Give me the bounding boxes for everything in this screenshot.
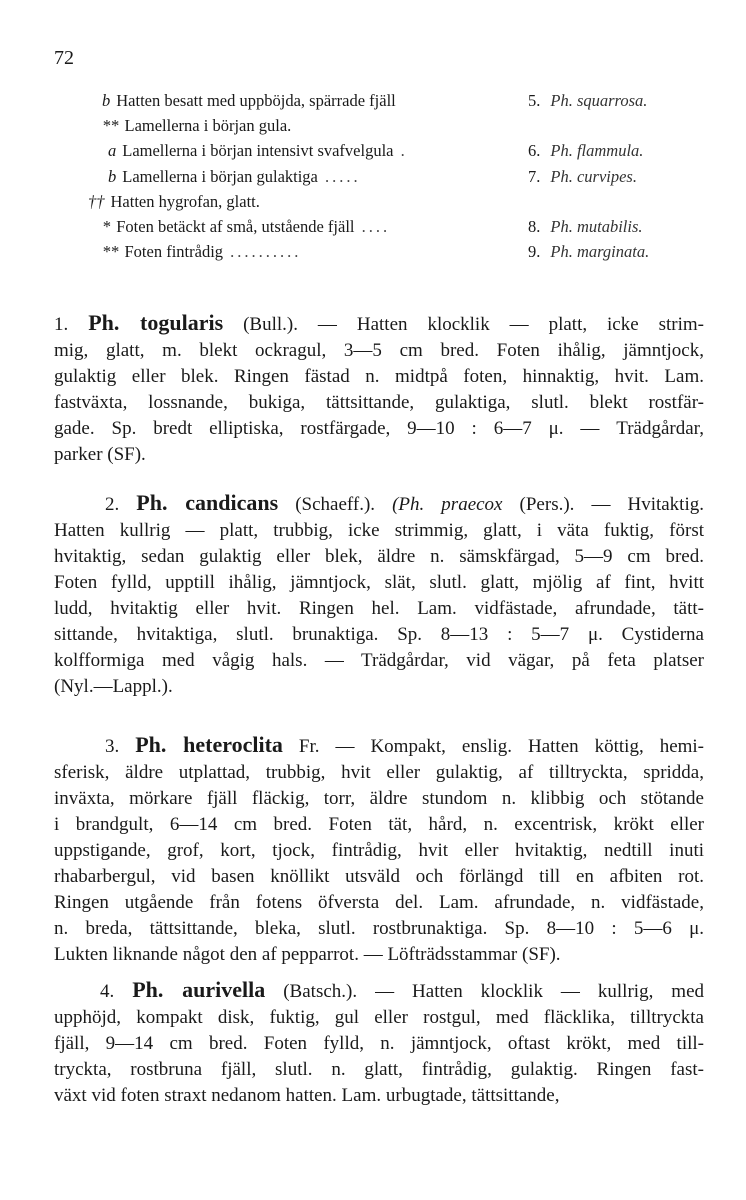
entry-line: [54, 622, 704, 648]
entry-text: uppstigande, grof, kort, tjock, fintrådig, hvit eller hvitaktig, nedtill inuti: [54, 840, 704, 861]
key-number: 6.: [528, 141, 541, 161]
entry-text: ludd, hvitaktig eller hvit. Ringen hel. Lam. vidfästade, afrundade, tätt-: [54, 598, 704, 619]
entry-text: 3.: [105, 736, 136, 757]
entry-line: [54, 490, 704, 518]
entry-text: Lukten liknande något den af pepparrot. — Löfträdsstammar (SF).: [54, 944, 561, 965]
species-entry: [54, 977, 704, 1109]
entry-text: i brandgult, 6—14 cm bred. Foten tät, hård, n. excentrisk, krökt eller: [54, 814, 704, 835]
key-number: 8.: [528, 217, 541, 236]
key-mark: a: [108, 141, 117, 161]
entry-line: [54, 364, 704, 390]
entry-line: [54, 1031, 704, 1057]
key-reference: [528, 239, 649, 265]
species-entry: [54, 310, 704, 468]
entry-line: [54, 544, 704, 570]
entry-line: [54, 596, 704, 622]
entry-text: Ringen utgående från fotens öfversta del. Lam. afrundade, n. vidfästade,: [54, 892, 704, 913]
key-text: Foten fintrådig: [124, 242, 224, 262]
key-reference: [528, 138, 643, 164]
entry-text: gade. Sp. bredt elliptiska, rostfärgade, 9—10 : 6—7 μ. — Trädgårdar,: [54, 418, 704, 439]
entry-text: mig, glatt, m. blekt ockragul, 3—5 cm bred. Foten ihålig, jämntjock,: [54, 340, 704, 361]
key-taxon: Ph. squarrosa.: [550, 91, 648, 110]
key-reference: [528, 88, 647, 114]
entry-line: [54, 786, 704, 812]
key-mark: b: [108, 166, 117, 186]
species-name: Ph. togularis: [88, 310, 224, 335]
key-leader-dots: ....: [354, 217, 391, 236]
key-mark: *: [102, 217, 111, 236]
key-reference: [528, 214, 643, 240]
key-mark: ††: [88, 191, 105, 211]
key-taxon: Ph. mutabilis.: [550, 217, 643, 236]
species-name: Ph. candicans: [136, 490, 279, 515]
entry-text: hvitaktig, sedan gulaktig eller blek, äldre n. sämskfärgad, 5—9 cm bred.: [54, 546, 704, 567]
key-leader-dots: .....: [317, 166, 361, 186]
key-leader-dots: ..........: [223, 242, 302, 262]
key-leader-dots: .: [393, 141, 408, 161]
entry-line: [54, 838, 704, 864]
key-mark: b: [102, 91, 111, 110]
entry-line: [54, 570, 704, 596]
entry-text: rhabarbergul, vid basen knöllikt utsväld och förlängd till en afbiten rot.: [54, 866, 704, 887]
entry-line: [54, 812, 704, 838]
key-taxon: Ph. flammula.: [550, 141, 644, 161]
entry-text: (Batsch.). — Hatten klocklik — kullrig, med: [265, 981, 705, 1002]
entry-line: [54, 442, 704, 468]
key-line: [88, 189, 260, 215]
key-text: Lamellerna i början gula.: [124, 116, 292, 136]
key-line: [102, 214, 390, 240]
key-text: Lamellerna i början gulaktiga: [122, 166, 318, 186]
entry-text: (Nyl.—Lappl.).: [54, 676, 173, 697]
entry-line: [54, 977, 704, 1005]
key-taxon: Ph. marginata.: [550, 242, 650, 262]
entry-text: 1.: [54, 314, 89, 335]
entry-text: tryckta, rostbruna fjäll, slutl. n. glatt, fintrådig, gulaktig. Ringen fast-: [54, 1059, 704, 1080]
entry-line: [54, 942, 704, 968]
key-line: [108, 138, 408, 164]
entry-text: 2.: [105, 494, 137, 515]
entry-text: 4.: [100, 981, 133, 1002]
key-text: Hatten besatt med uppböjda, spärrade fjäll: [116, 91, 396, 110]
entry-line: [54, 390, 704, 416]
entry-text: n. breda, tättsittande, bleka, slutl. rostbrunaktiga. Sp. 8—10 : 5—6 μ.: [54, 918, 704, 939]
key-number: 9.: [528, 242, 541, 262]
entry-text: upphöjd, kompakt disk, fuktig, gul eller rostgul, med fläcklika, tilltryckta: [54, 1007, 704, 1028]
entry-text: sittande, hvitaktiga, slutl. brunaktiga. Sp. 8—13 : 5—7 μ. Cystiderna: [54, 624, 704, 645]
entry-line: [54, 864, 704, 890]
entry-line: [54, 916, 704, 942]
key-line: [102, 113, 291, 139]
entry-text: sferisk, äldre utplattad, trubbig, hvit eller gulaktig, af tilltryckta, spridda,: [54, 762, 704, 783]
entry-text: Foten fylld, upptill ihålig, jämntjock, slät, slutl. glatt, mjölig af fint, hvitt: [54, 572, 704, 593]
species-entry: [54, 490, 704, 700]
entry-text: (Bull.). — Hatten klocklik — platt, icke strim-: [223, 314, 704, 335]
entry-text: fjäll, 9—14 cm bred. Foten fylld, n. jämntjock, oftast krökt, med till-: [54, 1033, 704, 1054]
page-number: 72: [54, 47, 74, 69]
key-text: Hatten hygrofan, glatt.: [110, 191, 260, 211]
key-text: Foten betäckt af små, utstående fjäll: [116, 217, 355, 236]
entry-text: Hatten kullrig — platt, trubbig, icke strimmig, glatt, i väta fuktig, först: [54, 520, 704, 541]
synonym-text: (Ph. praecox: [392, 494, 503, 515]
key-line: [108, 164, 361, 190]
entry-line: [54, 890, 704, 916]
entry-line: [54, 310, 704, 338]
entry-line: [54, 1083, 704, 1109]
key-mark: **: [102, 242, 119, 262]
entry-line: [54, 732, 704, 760]
key-line: [102, 88, 396, 114]
entry-line: [54, 674, 704, 700]
entry-text: inväxta, mörkare fjäll fläckig, torr, äldre stundom n. klibbig och stötande: [54, 788, 704, 809]
entry-text: gulaktig eller blek. Ringen fästad n. midtpå foten, hinnaktig, hvit. Lam.: [54, 366, 704, 387]
species-name: Ph. heteroclita: [135, 732, 283, 757]
entry-line: [54, 338, 704, 364]
entry-line: [54, 1057, 704, 1083]
entry-text: Fr. — Kompakt, enslig. Hatten köttig, hemi-: [282, 736, 705, 757]
entry-text: växt vid foten straxt nedanom hatten. Lam. urbugtade, tättsittande,: [54, 1085, 560, 1106]
entry-text: kolfformiga med vågig hals. — Trädgårdar, vid vägar, på feta platser: [54, 650, 704, 671]
entry-line: [54, 518, 704, 544]
key-mark: **: [102, 116, 119, 136]
key-text: Lamellerna i början intensivt svafvelgula: [122, 141, 394, 161]
entry-line: [54, 760, 704, 786]
entry-text: fastväxta, lossnande, bukiga, tättsittande, gulaktiga, slutl. blekt rostfär-: [54, 392, 704, 413]
key-number: 5.: [528, 91, 541, 110]
key-number: 7.: [528, 166, 541, 186]
entry-text: (Schaeff.).: [278, 494, 393, 515]
entry-text: (Pers.). — Hvitaktig.: [502, 494, 704, 515]
species-entry: [54, 732, 704, 968]
species-name: Ph. aurivella: [132, 977, 266, 1002]
entry-line: [54, 416, 704, 442]
entry-line: [54, 1005, 704, 1031]
key-line: [102, 239, 301, 265]
key-taxon: Ph. curvipes.: [550, 166, 637, 186]
entry-text: parker (SF).: [54, 444, 146, 465]
key-reference: [528, 164, 637, 190]
entry-line: [54, 648, 704, 674]
